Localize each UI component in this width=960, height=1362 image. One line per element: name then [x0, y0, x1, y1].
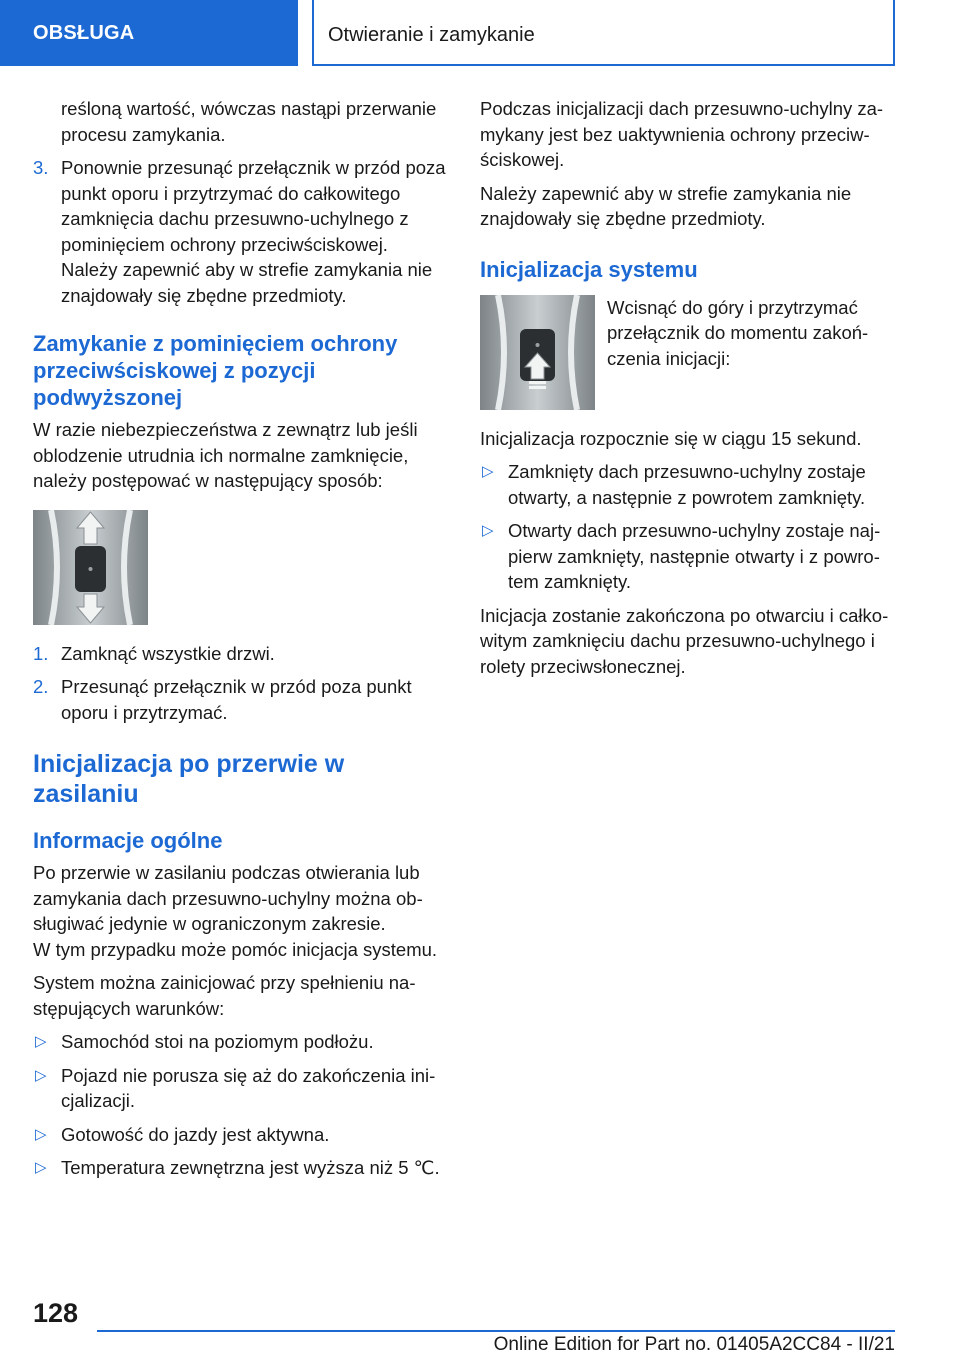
- switch-press-up-illustration: [480, 295, 595, 410]
- list-item-text: Temperatura zewnętrzna jest wyższa niż 5 ℃.: [61, 1157, 440, 1178]
- list-item-text: Zamknięty dach przesuwno-uchylny zostaje otwarty, a następnie z powrotem zamknięty.: [508, 461, 866, 508]
- step-text: Ponownie przesunąć przełącznik w przód poza punkt oporu i przytrzymać do całkowitego zamknięcia dachu przesuwno-uchylnego z pominięciem ochrony przeciwściskowej. Należy zapewnić aby w strefie zamykania nie znajdowały się zbędne przedmioty.: [61, 157, 446, 306]
- chapter-heading: Inicjalizacja po przerwie w zasilaniu: [33, 750, 345, 808]
- paragraph: Po przerwie w zasilaniu podczas otwierania lub zamykania dach przesuwno-uchylny można obsługiwać jedynie w ograniczonym zakresie.: [33, 862, 423, 934]
- section-heading: Zamykanie z pominięciem ochrony przeciwściskowej z pozycji podwyższonej: [33, 331, 398, 410]
- step-number: 1.: [33, 642, 49, 664]
- list-item: [480, 459, 895, 510]
- section-heading: Inicjalizacja systemu: [480, 256, 698, 282]
- switch-slide-illustration: [33, 510, 148, 625]
- bullet-icon: ▷: [35, 1159, 47, 1176]
- section-heading: Informacje ogólne: [33, 828, 223, 853]
- illustration-caption: Wcisnąć do góry i przytrzymać przełącznik do momentu zakończenia inicjacji:: [607, 296, 869, 369]
- step-item: [33, 674, 448, 725]
- step-text: Przesunąć przełącznik w przód poza punkt oporu i przytrzymać.: [61, 676, 412, 723]
- list-item: [33, 1029, 448, 1055]
- right-column: [480, 96, 895, 687]
- list-item: [480, 518, 895, 595]
- footer-divider: [97, 1330, 895, 1332]
- bullet-icon: ▷: [482, 522, 494, 539]
- list-item-text: Gotowość do jazdy jest aktywna.: [61, 1123, 330, 1145]
- step-item: [33, 641, 448, 667]
- paragraph: System można zainicjować przy spełnieniu następujących warunków:: [33, 972, 416, 1019]
- bullet-icon: ▷: [35, 1125, 47, 1143]
- page-header: [0, 0, 960, 66]
- step-number: 3.: [33, 157, 49, 178]
- section-tab: OBSŁUGA: [0, 0, 298, 66]
- left-column: [33, 96, 448, 1189]
- paragraph: Podczas inicjalizacji dach przesuwno-uchylny zamykany jest bez uaktywnienia ochrony przeciwściskowej.: [480, 98, 884, 170]
- chapter-title: Otwieranie i zamykanie: [312, 0, 895, 66]
- step-number: 2.: [33, 676, 49, 697]
- list-item: [33, 1122, 448, 1148]
- paragraph: Inicjalizacja rozpocznie się w ciągu 15 sekund.: [480, 427, 862, 449]
- paragraph: Należy zapewnić aby w strefie zamykania nie znajdowały się zbędne przedmioty.: [480, 182, 852, 229]
- paragraph: Inicjacja zostanie zakończona po otwarciu i całkowitym zamknięciu dachu przesuwno-uchylnego i rolety przeciwsłonecznej.: [480, 604, 889, 677]
- list-item-text: Samochód stoi na poziomym podłożu.: [61, 1031, 374, 1052]
- bullet-icon: ▷: [482, 463, 494, 480]
- list-item: [33, 1063, 448, 1114]
- illustration-with-text: [480, 295, 895, 410]
- bullet-icon: ▷: [35, 1033, 47, 1050]
- step-item: [33, 155, 448, 308]
- paragraph: W tym przypadku może pomóc inicjacja systemu.: [33, 938, 438, 960]
- list-item-text: Otwarty dach przesuwno-uchylny zostaje najpierw zamknięty, następnie otwarty i z powrotem zamknięty.: [508, 520, 881, 592]
- bullet-icon: ▷: [35, 1066, 47, 1084]
- edition-note: Online Edition for Part no. 01405A2CC84 - II/21: [493, 1334, 895, 1355]
- page-number: 128: [33, 1298, 79, 1328]
- paragraph: W razie niebezpieczeństwa z zewnątrz lub jeśli oblodzenie utrudnia ich normalne zamknięcie, należy postępować w następujący sposób:: [33, 419, 418, 491]
- continued-text: reśloną wartość, wówczas nastąpi przerwanie procesu zamykania.: [61, 98, 437, 145]
- list-item-text: Pojazd nie porusza się aż do zakończenia inicjalizacji.: [61, 1064, 436, 1111]
- list-item: [33, 1155, 448, 1181]
- step-text: Zamknąć wszystkie drzwi.: [61, 642, 275, 664]
